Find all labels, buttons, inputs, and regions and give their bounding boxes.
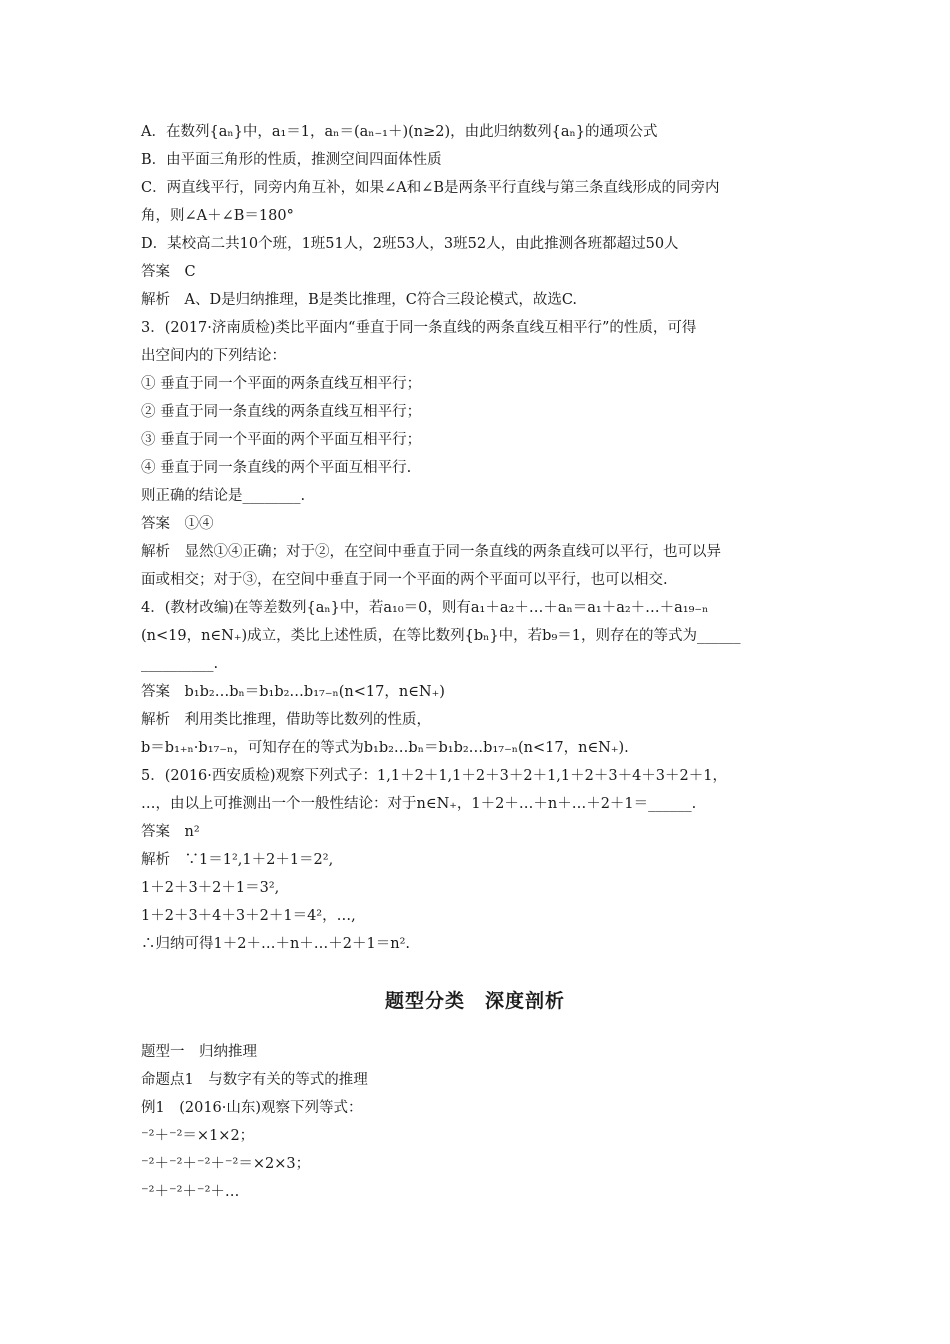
option-b: B．由平面三角形的性质，推测空间四面体性质 — [141, 152, 442, 168]
item-3: ③ 垂直于同一个平面的两个平面互相平行； — [141, 432, 422, 448]
answer-4: 答案 b₁b₂…bₙ＝b₁b₂…b₁₇₋ₙ(n<17，n∈N₊) — [141, 684, 445, 700]
question-3-blank: 则正确的结论是________. — [141, 488, 306, 504]
question-4: 4．(教材改编)在等差数列{aₙ}中，若a₁₀＝0，则有a₁＋a₂＋…＋aₙ＝a₁＋a₂＋…＋a₁₉₋ₙ — [141, 600, 709, 616]
analysis-5: 解析 ∵1＝1²,1＋2＋1＝2², — [141, 852, 334, 868]
analysis-4-cont: b＝b₁₊ₙ·b₁₇₋ₙ，可知存在的等式为b₁b₂…bₙ＝b₁b₂…b₁₇₋ₙ(n<17，n∈N₊). — [141, 740, 629, 756]
option-c: C．两直线平行，同旁内角互补，如果∠A和∠B是两条平行直线与第三条直线形成的同旁内 — [141, 180, 720, 196]
analysis-5-line3: 1＋2＋3＋4＋3＋2＋1＝4²，…, — [141, 908, 356, 924]
question-5: 5．(2016·西安质检)观察下列式子：1,1＋2＋1,1＋2＋3＋2＋1,1＋2＋3＋4＋3＋2＋1， — [141, 768, 727, 784]
analysis-4: 解析 利用类比推理，借助等比数列的性质， — [141, 712, 431, 728]
option-a: A．在数列{aₙ}中，a₁＝1，aₙ＝(aₙ₋₁＋)(n≥2)，由此归纳数列{aₙ}的通项公式 — [141, 124, 658, 140]
option-d: D．某校高二共10个班，1班51人，2班53人，3班52人，由此推测各班都超过50人 — [141, 236, 679, 252]
analysis-5-conclusion: ∴归纳可得1＋2＋…＋n＋…＋2＋1＝n². — [141, 936, 410, 952]
equation-2: ⁻²＋⁻²＋⁻²＋⁻²＝×2×3； — [141, 1156, 311, 1172]
question-3-cont: 出空间内的下列结论： — [141, 348, 286, 364]
equation-3: ⁻²＋⁻²＋⁻²＋… — [141, 1184, 240, 1200]
proposition-title: 命题点1 与数字有关的等式的推理 — [141, 1072, 368, 1088]
question-3: 3．(2017·济南质检)类比平面内“垂直于同一条直线的两条直线互相平行”的性质，可得 — [141, 320, 697, 336]
section-heading: 题型分类 深度剖析 — [384, 990, 565, 1012]
analysis-3: 解析 显然①④正确；对于②，在空间中垂直于同一条直线的两条直线可以平行，也可以异 — [141, 544, 721, 560]
analysis-3-cont: 面或相交；对于③，在空间中垂直于同一个平面的两个平面可以平行，也可以相交. — [141, 572, 668, 588]
question-4-blank: __________. — [141, 656, 219, 672]
item-2: ② 垂直于同一条直线的两条直线互相平行； — [141, 404, 422, 420]
answer-5: 答案 n² — [141, 824, 200, 840]
item-4: ④ 垂直于同一条直线的两个平面互相平行. — [141, 460, 412, 476]
analysis-5-line2: 1＋2＋3＋2＋1＝3², — [141, 880, 280, 896]
answer-3: 答案 ①④ — [141, 516, 214, 532]
question-4-cont: (n<19，n∈N₊)成立，类比上述性质，在等比数列{bₙ}中，若b₉＝1，则存在的等式为______ — [141, 628, 741, 644]
item-1: ① 垂直于同一个平面的两条直线互相平行； — [141, 376, 422, 392]
question-5-cont: …，由以上可推测出一个一般性结论：对于n∈N₊，1＋2＋…＋n＋…＋2＋1＝______. — [141, 796, 697, 812]
option-c-cont: 角，则∠A＋∠B＝180° — [141, 208, 294, 224]
analysis-2: 解析 A、D是归纳推理，B是类比推理，C符合三段论模式，故选C. — [141, 292, 578, 308]
answer-2: 答案 C — [141, 264, 196, 280]
example-1: 例1 (2016·山东)观察下列等式： — [141, 1100, 363, 1116]
equation-1: ⁻²＋⁻²＝×1×2； — [141, 1128, 255, 1144]
topic-title: 题型一 归纳推理 — [141, 1044, 257, 1060]
